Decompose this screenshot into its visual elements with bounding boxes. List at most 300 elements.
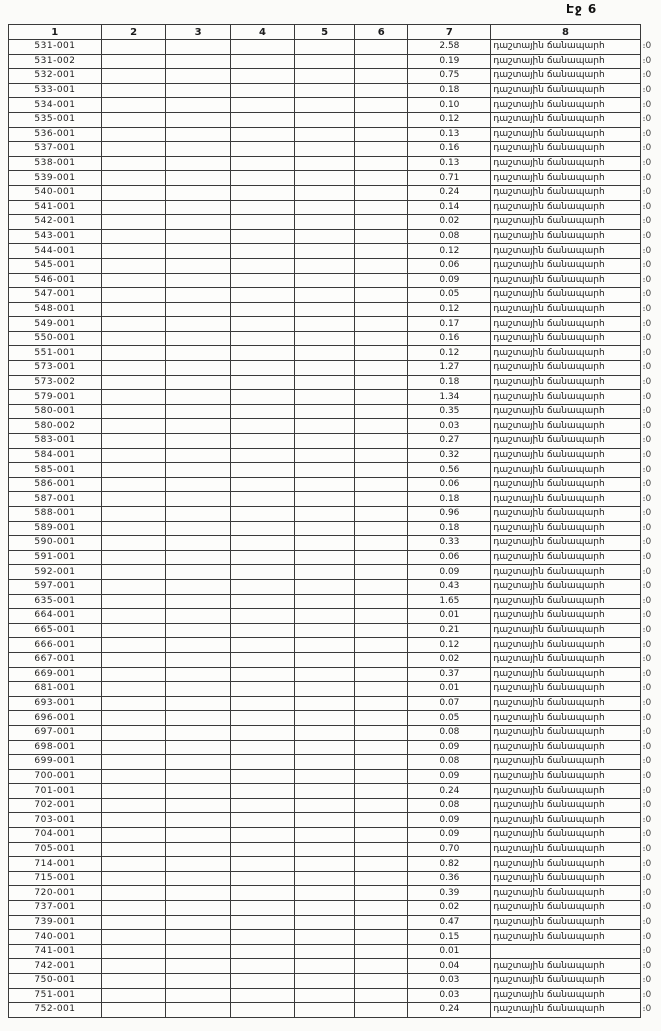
empty-cell [101, 419, 165, 434]
table-row [9, 959, 661, 974]
row-id-cell: 579-001 [9, 390, 102, 405]
empty-cell [355, 112, 408, 127]
empty-cell [230, 725, 294, 740]
edge-fragment: ։0 [642, 770, 652, 781]
road-label-cell: դաշտային ճանապարհ [491, 171, 640, 186]
empty-cell [295, 507, 355, 522]
empty-cell [295, 83, 355, 98]
empty-cell [295, 974, 355, 989]
empty-cell [166, 959, 230, 974]
empty-cell [101, 448, 165, 463]
empty-cell [355, 550, 408, 565]
empty-cell [166, 1003, 230, 1018]
value-cell: 0.12 [408, 112, 491, 127]
road-label-cell: դաշտային ճանապարհ [491, 346, 640, 361]
empty-cell [166, 434, 230, 449]
empty-cell [101, 54, 165, 69]
empty-cell [230, 317, 294, 332]
road-label-cell: դաշտային ճանապարհ [491, 638, 640, 653]
empty-cell [230, 40, 294, 55]
empty-cell [101, 463, 165, 478]
table-row [9, 638, 661, 653]
empty-cell [101, 638, 165, 653]
empty-cell [355, 696, 408, 711]
row-id-cell: 664-001 [9, 609, 102, 624]
empty-cell [355, 930, 408, 945]
empty-cell [295, 769, 355, 784]
empty-cell [295, 901, 355, 916]
empty-cell [295, 944, 355, 959]
empty-cell [101, 156, 165, 171]
empty-cell [101, 273, 165, 288]
empty-cell [230, 507, 294, 522]
empty-cell [230, 857, 294, 872]
empty-cell [355, 83, 408, 98]
empty-cell [166, 463, 230, 478]
row-id-cell: 549-001 [9, 317, 102, 332]
empty-cell [230, 404, 294, 419]
empty-cell [230, 536, 294, 551]
table-row [9, 215, 661, 230]
page-number-label: Էջ 6 [566, 2, 598, 16]
empty-cell [295, 273, 355, 288]
row-id-cell: 701-001 [9, 784, 102, 799]
row-id-cell: 583-001 [9, 434, 102, 449]
empty-cell [295, 682, 355, 697]
empty-cell [230, 682, 294, 697]
empty-cell [295, 579, 355, 594]
empty-cell [295, 40, 355, 55]
empty-cell [355, 857, 408, 872]
edge-fragment: ։0 [642, 741, 652, 752]
row-id-cell: 741-001 [9, 944, 102, 959]
value-cell: 0.37 [408, 667, 491, 682]
edge-fragment: ։0 [642, 333, 652, 344]
road-label-cell: դաշտային ճանապարհ [491, 609, 640, 624]
value-cell: 0.07 [408, 696, 491, 711]
empty-cell [295, 492, 355, 507]
table-header [9, 25, 661, 40]
empty-cell [355, 156, 408, 171]
row-id-cell: 700-001 [9, 769, 102, 784]
edge-fragment: ։0 [642, 347, 652, 358]
empty-cell [230, 142, 294, 157]
empty-cell [166, 798, 230, 813]
empty-cell [166, 127, 230, 142]
road-label-cell: դաշտային ճանապարհ [491, 477, 640, 492]
table-row [9, 521, 661, 536]
empty-cell [101, 886, 165, 901]
edge-fragment: ։0 [642, 303, 652, 314]
road-label-cell: դաշտային ճանապարհ [491, 229, 640, 244]
empty-cell [295, 346, 355, 361]
empty-cell [166, 375, 230, 390]
empty-cell [230, 974, 294, 989]
empty-cell [230, 463, 294, 478]
value-cell: 0.09 [408, 740, 491, 755]
row-id-cell: 697-001 [9, 725, 102, 740]
edge-fragment: ։0 [642, 55, 652, 66]
empty-cell [166, 521, 230, 536]
edge-fragment: ։0 [642, 683, 652, 694]
empty-cell [355, 302, 408, 317]
empty-cell [230, 784, 294, 799]
empty-cell [355, 901, 408, 916]
value-cell: 0.18 [408, 375, 491, 390]
row-id-cell: 750-001 [9, 974, 102, 989]
edge-fragment: ։0 [642, 274, 652, 285]
empty-cell [355, 784, 408, 799]
edge-fragment: ։0 [642, 814, 652, 825]
empty-cell [101, 565, 165, 580]
row-id-cell: 715-001 [9, 871, 102, 886]
road-label-cell [491, 944, 640, 959]
empty-cell [355, 813, 408, 828]
empty-cell [355, 959, 408, 974]
road-label-cell: դաշտային ճանապարհ [491, 448, 640, 463]
empty-cell [355, 579, 408, 594]
edge-fragment: ։0 [642, 128, 652, 139]
row-id-cell: 705-001 [9, 842, 102, 857]
empty-cell [166, 83, 230, 98]
road-label-cell: դաշտային ճանապարհ [491, 404, 640, 419]
empty-cell [101, 171, 165, 186]
row-id-cell: 597-001 [9, 579, 102, 594]
empty-cell [230, 288, 294, 303]
value-cell: 0.08 [408, 755, 491, 770]
table-row [9, 725, 661, 740]
empty-cell [295, 930, 355, 945]
row-id-cell: 538-001 [9, 156, 102, 171]
empty-cell [166, 915, 230, 930]
table-row [9, 477, 661, 492]
value-cell: 0.10 [408, 98, 491, 113]
empty-cell [355, 244, 408, 259]
edge-margin [640, 25, 661, 40]
value-cell: 0.12 [408, 244, 491, 259]
empty-cell [101, 390, 165, 405]
column-header-8: 8 [491, 25, 640, 40]
table-row [9, 667, 661, 682]
empty-cell [166, 142, 230, 157]
empty-cell [230, 842, 294, 857]
road-label-cell: դաշտային ճանապարհ [491, 725, 640, 740]
empty-cell [295, 915, 355, 930]
row-id-cell: 543-001 [9, 229, 102, 244]
empty-cell [295, 215, 355, 230]
row-id-cell: 546-001 [9, 273, 102, 288]
empty-cell [166, 652, 230, 667]
empty-cell [166, 40, 230, 55]
empty-cell [355, 565, 408, 580]
table-row [9, 594, 661, 609]
empty-cell [230, 273, 294, 288]
edge-fragment: ։0 [642, 610, 652, 621]
table-row [9, 361, 661, 376]
value-cell: 0.12 [408, 302, 491, 317]
empty-cell [101, 331, 165, 346]
table-row [9, 623, 661, 638]
empty-cell [166, 638, 230, 653]
empty-cell [295, 390, 355, 405]
row-id-cell: 540-001 [9, 185, 102, 200]
row-id-cell: 666-001 [9, 638, 102, 653]
row-id-cell: 531-001 [9, 40, 102, 55]
empty-cell [166, 857, 230, 872]
row-id-cell: 740-001 [9, 930, 102, 945]
road-label-cell: դաշտային ճանապարհ [491, 521, 640, 536]
empty-cell [230, 828, 294, 843]
empty-cell [295, 784, 355, 799]
row-id-cell: 592-001 [9, 565, 102, 580]
empty-cell [230, 492, 294, 507]
empty-cell [101, 244, 165, 259]
empty-cell [101, 112, 165, 127]
table-row [9, 98, 661, 113]
empty-cell [101, 871, 165, 886]
empty-cell [230, 959, 294, 974]
empty-cell [166, 579, 230, 594]
table-row [9, 404, 661, 419]
row-id-cell: 580-001 [9, 404, 102, 419]
empty-cell [230, 331, 294, 346]
empty-cell [295, 69, 355, 84]
row-id-cell: 547-001 [9, 288, 102, 303]
empty-cell [355, 886, 408, 901]
edge-fragment: ։0 [642, 581, 652, 592]
empty-cell [166, 609, 230, 624]
empty-cell [295, 331, 355, 346]
empty-cell [166, 871, 230, 886]
empty-cell [295, 550, 355, 565]
road-label-cell: դաշտային ճանապարհ [491, 871, 640, 886]
row-id-cell: 714-001 [9, 857, 102, 872]
road-label-cell: դաշտային ճանապարհ [491, 507, 640, 522]
empty-cell [355, 769, 408, 784]
empty-cell [295, 886, 355, 901]
empty-cell [230, 98, 294, 113]
empty-cell [230, 638, 294, 653]
edge-fragment: ։0 [642, 420, 652, 431]
empty-cell [230, 448, 294, 463]
empty-cell [230, 550, 294, 565]
value-cell: 0.06 [408, 477, 491, 492]
empty-cell [101, 755, 165, 770]
empty-cell [295, 652, 355, 667]
table-row [9, 828, 661, 843]
empty-cell [295, 302, 355, 317]
empty-cell [166, 813, 230, 828]
road-label-cell: դաշտային ճանապարհ [491, 959, 640, 974]
table-row [9, 711, 661, 726]
table-row [9, 185, 661, 200]
value-cell: 0.24 [408, 784, 491, 799]
table-row [9, 419, 661, 434]
edge-fragment: ։0 [642, 435, 652, 446]
empty-cell [355, 361, 408, 376]
empty-cell [355, 725, 408, 740]
edge-fragment: ։0 [642, 975, 652, 986]
value-cell: 0.03 [408, 419, 491, 434]
empty-cell [101, 813, 165, 828]
empty-cell [230, 652, 294, 667]
road-label-cell: դաշտային ճանապարհ [491, 667, 640, 682]
value-cell: 0.18 [408, 83, 491, 98]
edge-fragment: ։0 [642, 406, 652, 417]
empty-cell [166, 886, 230, 901]
empty-cell [295, 463, 355, 478]
empty-cell [166, 200, 230, 215]
empty-cell [101, 974, 165, 989]
empty-cell [295, 813, 355, 828]
edge-fragment: ։0 [642, 201, 652, 212]
empty-cell [355, 609, 408, 624]
edge-fragment: ։0 [642, 172, 652, 183]
empty-cell [101, 98, 165, 113]
row-id-cell: 737-001 [9, 901, 102, 916]
empty-cell [355, 317, 408, 332]
empty-cell [295, 828, 355, 843]
table-row [9, 915, 661, 930]
empty-cell [295, 288, 355, 303]
empty-cell [230, 112, 294, 127]
table-row [9, 69, 661, 84]
row-id-cell: 681-001 [9, 682, 102, 697]
empty-cell [101, 930, 165, 945]
edge-fragment: ։0 [642, 479, 652, 490]
empty-cell [355, 798, 408, 813]
value-cell: 0.56 [408, 463, 491, 478]
table-row [9, 565, 661, 580]
empty-cell [355, 288, 408, 303]
edge-fragment: ։0 [642, 785, 652, 796]
empty-cell [355, 623, 408, 638]
road-label-cell: դաշտային ճանապարհ [491, 463, 640, 478]
row-id-cell: 591-001 [9, 550, 102, 565]
empty-cell [101, 740, 165, 755]
edge-fragment: ։0 [642, 625, 652, 636]
empty-cell [295, 477, 355, 492]
empty-cell [230, 229, 294, 244]
empty-cell [295, 98, 355, 113]
edge-fragment: ։0 [642, 376, 652, 387]
row-id-cell: 585-001 [9, 463, 102, 478]
table-row [9, 842, 661, 857]
edge-fragment: ։0 [642, 260, 652, 271]
table-row [9, 652, 661, 667]
empty-cell [295, 258, 355, 273]
empty-cell [166, 667, 230, 682]
table-row [9, 448, 661, 463]
edge-fragment: ։0 [642, 537, 652, 548]
empty-cell [101, 1003, 165, 1018]
road-label-cell: դաշտային ճանապարհ [491, 755, 640, 770]
road-label-cell: դաշտային ճանապարհ [491, 375, 640, 390]
edge-fragment: ։0 [642, 902, 652, 913]
road-label-cell: դաշտային ճանապարհ [491, 419, 640, 434]
empty-cell [355, 142, 408, 157]
empty-cell [230, 1003, 294, 1018]
table-row [9, 813, 661, 828]
empty-cell [355, 842, 408, 857]
empty-cell [166, 185, 230, 200]
empty-cell [166, 565, 230, 580]
value-cell: 0.02 [408, 652, 491, 667]
road-label-cell: դաշտային ճանապարհ [491, 40, 640, 55]
edge-fragment: ։0 [642, 187, 652, 198]
empty-cell [230, 667, 294, 682]
edge-fragment: ։0 [642, 522, 652, 533]
table-row [9, 784, 661, 799]
empty-cell [295, 740, 355, 755]
empty-cell [295, 434, 355, 449]
empty-cell [355, 200, 408, 215]
row-id-cell: 669-001 [9, 667, 102, 682]
empty-cell [166, 711, 230, 726]
value-cell: 0.03 [408, 988, 491, 1003]
empty-cell [295, 244, 355, 259]
value-cell: 0.03 [408, 974, 491, 989]
table-row [9, 54, 661, 69]
edge-fragment: ։0 [642, 449, 652, 460]
empty-cell [355, 711, 408, 726]
empty-cell [166, 594, 230, 609]
empty-cell [295, 565, 355, 580]
row-id-cell: 539-001 [9, 171, 102, 186]
table-row [9, 317, 661, 332]
row-id-cell: 704-001 [9, 828, 102, 843]
empty-cell [230, 302, 294, 317]
row-id-cell: 693-001 [9, 696, 102, 711]
empty-cell [101, 798, 165, 813]
empty-cell [355, 215, 408, 230]
road-label-cell: դաշտային ճանապարհ [491, 813, 640, 828]
row-id-cell: 702-001 [9, 798, 102, 813]
column-header-2: 2 [101, 25, 165, 40]
edge-fragment: ։0 [642, 289, 652, 300]
road-label-cell: դաշտային ճանապարհ [491, 142, 640, 157]
empty-cell [166, 112, 230, 127]
empty-cell [166, 288, 230, 303]
empty-cell [230, 69, 294, 84]
empty-cell [230, 477, 294, 492]
empty-cell [101, 83, 165, 98]
value-cell: 0.18 [408, 492, 491, 507]
row-id-cell: 542-001 [9, 215, 102, 230]
empty-cell [101, 682, 165, 697]
empty-cell [355, 828, 408, 843]
empty-cell [230, 696, 294, 711]
empty-cell [166, 769, 230, 784]
empty-cell [295, 725, 355, 740]
edge-fragment: ։0 [642, 712, 652, 723]
empty-cell [230, 769, 294, 784]
edge-fragment: ։0 [642, 843, 652, 854]
road-label-cell: դաշտային ճանապարհ [491, 901, 640, 916]
road-label-cell: դաշտային ճանապարհ [491, 492, 640, 507]
road-label-cell: դաշտային ճանապարհ [491, 696, 640, 711]
empty-cell [166, 536, 230, 551]
empty-cell [101, 69, 165, 84]
row-id-cell: 589-001 [9, 521, 102, 536]
empty-cell [101, 492, 165, 507]
empty-cell [101, 769, 165, 784]
value-cell: 0.71 [408, 171, 491, 186]
empty-cell [295, 521, 355, 536]
value-cell: 1.34 [408, 390, 491, 405]
row-id-cell: 573-002 [9, 375, 102, 390]
row-id-cell: 548-001 [9, 302, 102, 317]
